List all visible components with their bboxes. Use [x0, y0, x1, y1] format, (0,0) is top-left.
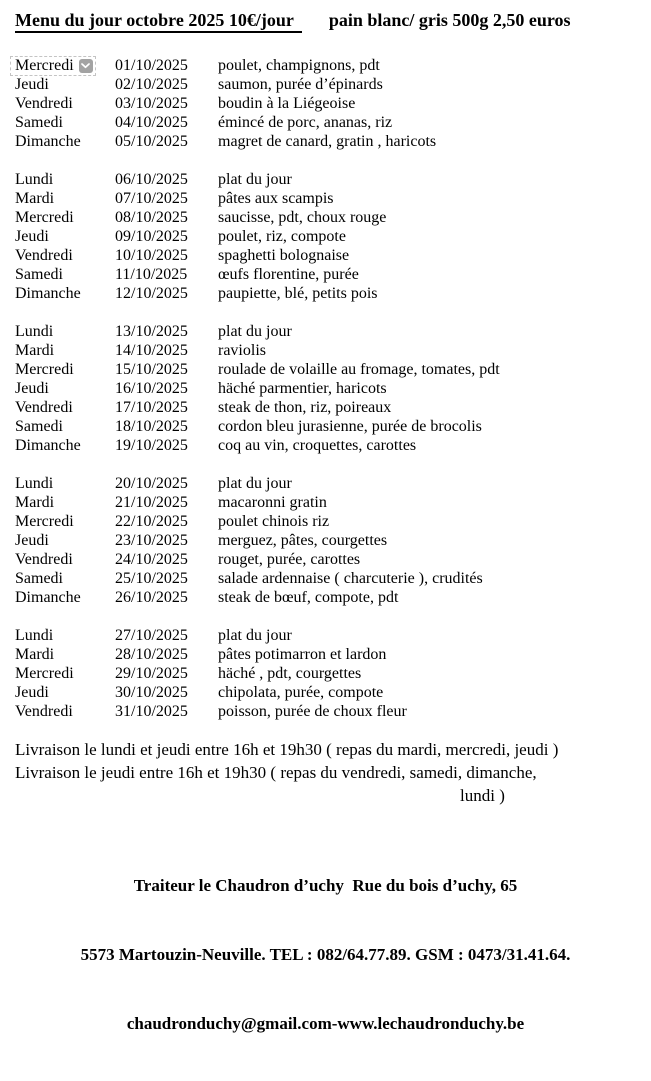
date-label: 25/10/2025: [115, 570, 188, 587]
menu-row: [15, 588, 651, 607]
day-label: Jeudi: [15, 532, 49, 549]
day-cell: [15, 398, 115, 417]
menu-week: [15, 56, 651, 151]
menu-row: [15, 360, 651, 379]
date-label: 13/10/2025: [115, 323, 188, 340]
chevron-down-icon[interactable]: [79, 59, 93, 73]
menu-row: [15, 208, 651, 227]
day-label: Samedi: [15, 114, 63, 131]
menu-row: [15, 113, 651, 132]
delivery-line-continuation: lundi ): [460, 786, 505, 805]
menu-row: [15, 683, 651, 702]
dish-label: plat du jour: [218, 323, 292, 340]
delivery-line-2: Livraison le jeudi entre 16h et 19h30 ( repas du vendredi, samedi, dimanche,: [15, 763, 537, 782]
dish-label: poulet chinois riz: [218, 513, 330, 530]
date-label: 22/10/2025: [115, 513, 188, 530]
dish-label: poulet, champignons, pdt: [218, 57, 380, 74]
page-title: Menu du jour octobre 2025 10€/jour: [15, 10, 302, 33]
day-label: Vendredi: [15, 551, 73, 568]
day-label: Lundi: [15, 475, 54, 492]
day-label: Lundi: [15, 323, 54, 340]
dish-label: coq au vin, croquettes, carottes: [218, 437, 417, 454]
dish-label: saucisse, pdt, choux rouge: [218, 209, 387, 226]
menu-weeks: [0, 56, 651, 721]
day-cell: [15, 208, 115, 227]
menu-row: [15, 189, 651, 208]
dish-label: boudin à la Liégeoise: [218, 95, 356, 112]
day-cell: [15, 436, 115, 455]
day-cell: [15, 56, 115, 76]
menu-row: [15, 645, 651, 664]
menu-row: [15, 75, 651, 94]
menu-row: [15, 322, 651, 341]
dish-label: plat du jour: [218, 171, 292, 188]
date-label: 29/10/2025: [115, 665, 188, 682]
day-cell: [15, 322, 115, 341]
menu-week: [15, 626, 651, 721]
menu-row: [15, 569, 651, 588]
date-label: 11/10/2025: [115, 266, 188, 283]
menu-row: [15, 702, 651, 721]
day-cell: [15, 379, 115, 398]
day-cell: [15, 550, 115, 569]
day-cell: [15, 626, 115, 645]
date-label: 18/10/2025: [115, 418, 188, 435]
dish-label: paupiette, blé, petits pois: [218, 285, 378, 302]
day-label: Samedi: [15, 418, 63, 435]
day-dropdown-value: Mercredi: [15, 56, 74, 74]
date-label: 04/10/2025: [115, 114, 188, 131]
day-cell: [15, 531, 115, 550]
day-label: Vendredi: [15, 703, 73, 720]
dish-label: poisson, purée de choux fleur: [218, 703, 407, 720]
day-cell: [15, 227, 115, 246]
menu-row: [15, 626, 651, 645]
day-cell: [15, 512, 115, 531]
day-cell: [15, 341, 115, 360]
day-label: Mercredi: [15, 665, 74, 682]
date-label: 23/10/2025: [115, 532, 188, 549]
day-label: Lundi: [15, 171, 54, 188]
day-label: Dimanche: [15, 133, 81, 150]
day-label: Vendredi: [15, 247, 73, 264]
date-label: 09/10/2025: [115, 228, 188, 245]
date-label: 10/10/2025: [115, 247, 188, 264]
menu-row: [15, 56, 651, 75]
menu-row: [15, 493, 651, 512]
day-cell: [15, 569, 115, 588]
day-label: Samedi: [15, 570, 63, 587]
menu-week: [15, 170, 651, 303]
day-cell: [15, 75, 115, 94]
contact-email-website: chaudronduchy@gmail.com-www.lechaudronduchy.be: [126, 1014, 525, 1033]
menu-week: [15, 322, 651, 455]
dish-label: raviolis: [218, 342, 266, 359]
date-label: 05/10/2025: [115, 133, 188, 150]
bread-price-note: pain blanc/ gris 500g 2,50 euros: [328, 10, 571, 30]
dish-label: œufs florentine, purée: [218, 266, 359, 283]
date-label: 07/10/2025: [115, 190, 188, 207]
day-cell: [15, 132, 115, 151]
dish-label: plat du jour: [218, 475, 292, 492]
contact-name-address: Traiteur le Chaudron d’uchy Rue du bois d’uchy, 65: [133, 876, 518, 895]
date-label: 16/10/2025: [115, 380, 188, 397]
contact-info: [0, 828, 651, 1081]
dish-label: plat du jour: [218, 627, 292, 644]
dish-label: häché parmentier, haricots: [218, 380, 387, 397]
dish-label: rouget, purée, carottes: [218, 551, 361, 568]
day-cell: [15, 170, 115, 189]
day-label: Vendredi: [15, 399, 73, 416]
date-label: 17/10/2025: [115, 399, 188, 416]
day-label: Jeudi: [15, 76, 49, 93]
menu-row: [15, 531, 651, 550]
day-cell: [15, 265, 115, 284]
menu-row: [15, 398, 651, 417]
dish-label: steak de thon, riz, poireaux: [218, 399, 392, 416]
menu-row: [15, 512, 651, 531]
dish-label: pâtes potimarron et lardon: [218, 646, 387, 663]
day-label: Mercredi: [15, 513, 74, 530]
delivery-info: [0, 738, 651, 807]
date-label: 19/10/2025: [115, 437, 188, 454]
date-label: 06/10/2025: [115, 171, 188, 188]
date-label: 24/10/2025: [115, 551, 188, 568]
menu-row: [15, 474, 651, 493]
day-cell: [15, 493, 115, 512]
menu-row: [15, 170, 651, 189]
day-dropdown[interactable]: [10, 56, 96, 76]
date-label: 08/10/2025: [115, 209, 188, 226]
menu-week: [15, 474, 651, 607]
dish-label: häché , pdt, courgettes: [218, 665, 362, 682]
dish-label: macaronni gratin: [218, 494, 327, 511]
date-label: 28/10/2025: [115, 646, 188, 663]
date-label: 21/10/2025: [115, 494, 188, 511]
day-label: Mardi: [15, 342, 55, 359]
dish-label: chipolata, purée, compote: [218, 684, 384, 701]
day-label: Jeudi: [15, 684, 49, 701]
date-label: 02/10/2025: [115, 76, 188, 93]
day-label: Dimanche: [15, 589, 81, 606]
menu-row: [15, 379, 651, 398]
day-cell: [15, 664, 115, 683]
dish-label: salade ardennaise ( charcuterie ), crudités: [218, 570, 483, 587]
day-cell: [15, 113, 115, 132]
day-cell: [15, 417, 115, 436]
contact-phone: 5573 Martouzin-Neuville. TEL : 082/64.77.89. GSM : 0473/31.41.64.: [80, 945, 571, 964]
menu-row: [15, 436, 651, 455]
day-cell: [15, 246, 115, 265]
menu-row: [15, 341, 651, 360]
dish-label: émincé de porc, ananas, riz: [218, 114, 393, 131]
dish-label: roulade de volaille au fromage, tomates, pdt: [218, 361, 500, 378]
day-label: Mercredi: [15, 209, 74, 226]
menu-row: [15, 417, 651, 436]
day-label: Jeudi: [15, 380, 49, 397]
date-label: 27/10/2025: [115, 627, 188, 644]
dish-label: magret de canard, gratin , haricots: [218, 133, 437, 150]
menu-row: [15, 94, 651, 113]
day-cell: [15, 702, 115, 721]
day-cell: [15, 360, 115, 379]
day-label: Mardi: [15, 190, 55, 207]
day-label: Mardi: [15, 646, 55, 663]
date-label: 03/10/2025: [115, 95, 188, 112]
day-label: Vendredi: [15, 95, 73, 112]
delivery-line-1: Livraison le lundi et jeudi entre 16h et 19h30 ( repas du mardi, mercredi, jeudi ): [15, 740, 559, 759]
date-label: 26/10/2025: [115, 589, 188, 606]
day-cell: [15, 284, 115, 303]
dish-label: saumon, purée d’épinards: [218, 76, 383, 93]
dish-label: poulet, riz, compote: [218, 228, 346, 245]
day-label: Lundi: [15, 627, 54, 644]
menu-row: [15, 246, 651, 265]
date-label: 14/10/2025: [115, 342, 188, 359]
date-label: 15/10/2025: [115, 361, 188, 378]
menu-row: [15, 227, 651, 246]
day-cell: [15, 474, 115, 493]
menu-row: [15, 265, 651, 284]
dish-label: steak de bœuf, compote, pdt: [218, 589, 399, 606]
dish-label: spaghetti bolognaise: [218, 247, 350, 264]
header: [0, 0, 651, 33]
dish-label: merguez, pâtes, courgettes: [218, 532, 388, 549]
dish-label: pâtes aux scampis: [218, 190, 334, 207]
day-cell: [15, 94, 115, 113]
date-label: 30/10/2025: [115, 684, 188, 701]
day-label: Mardi: [15, 494, 55, 511]
date-label: 31/10/2025: [115, 703, 188, 720]
date-label: 01/10/2025: [115, 57, 188, 74]
menu-row: [15, 284, 651, 303]
day-cell: [15, 683, 115, 702]
date-label: 20/10/2025: [115, 475, 188, 492]
day-cell: [15, 645, 115, 664]
day-label: Dimanche: [15, 285, 81, 302]
day-cell: [15, 189, 115, 208]
date-label: 12/10/2025: [115, 285, 188, 302]
menu-row: [15, 664, 651, 683]
dish-label: cordon bleu jurasienne, purée de brocolis: [218, 418, 482, 435]
day-cell: [15, 588, 115, 607]
day-label: Dimanche: [15, 437, 81, 454]
menu-row: [15, 550, 651, 569]
day-label: Samedi: [15, 266, 63, 283]
day-label: Jeudi: [15, 228, 49, 245]
menu-row: [15, 132, 651, 151]
day-label: Mercredi: [15, 361, 74, 378]
